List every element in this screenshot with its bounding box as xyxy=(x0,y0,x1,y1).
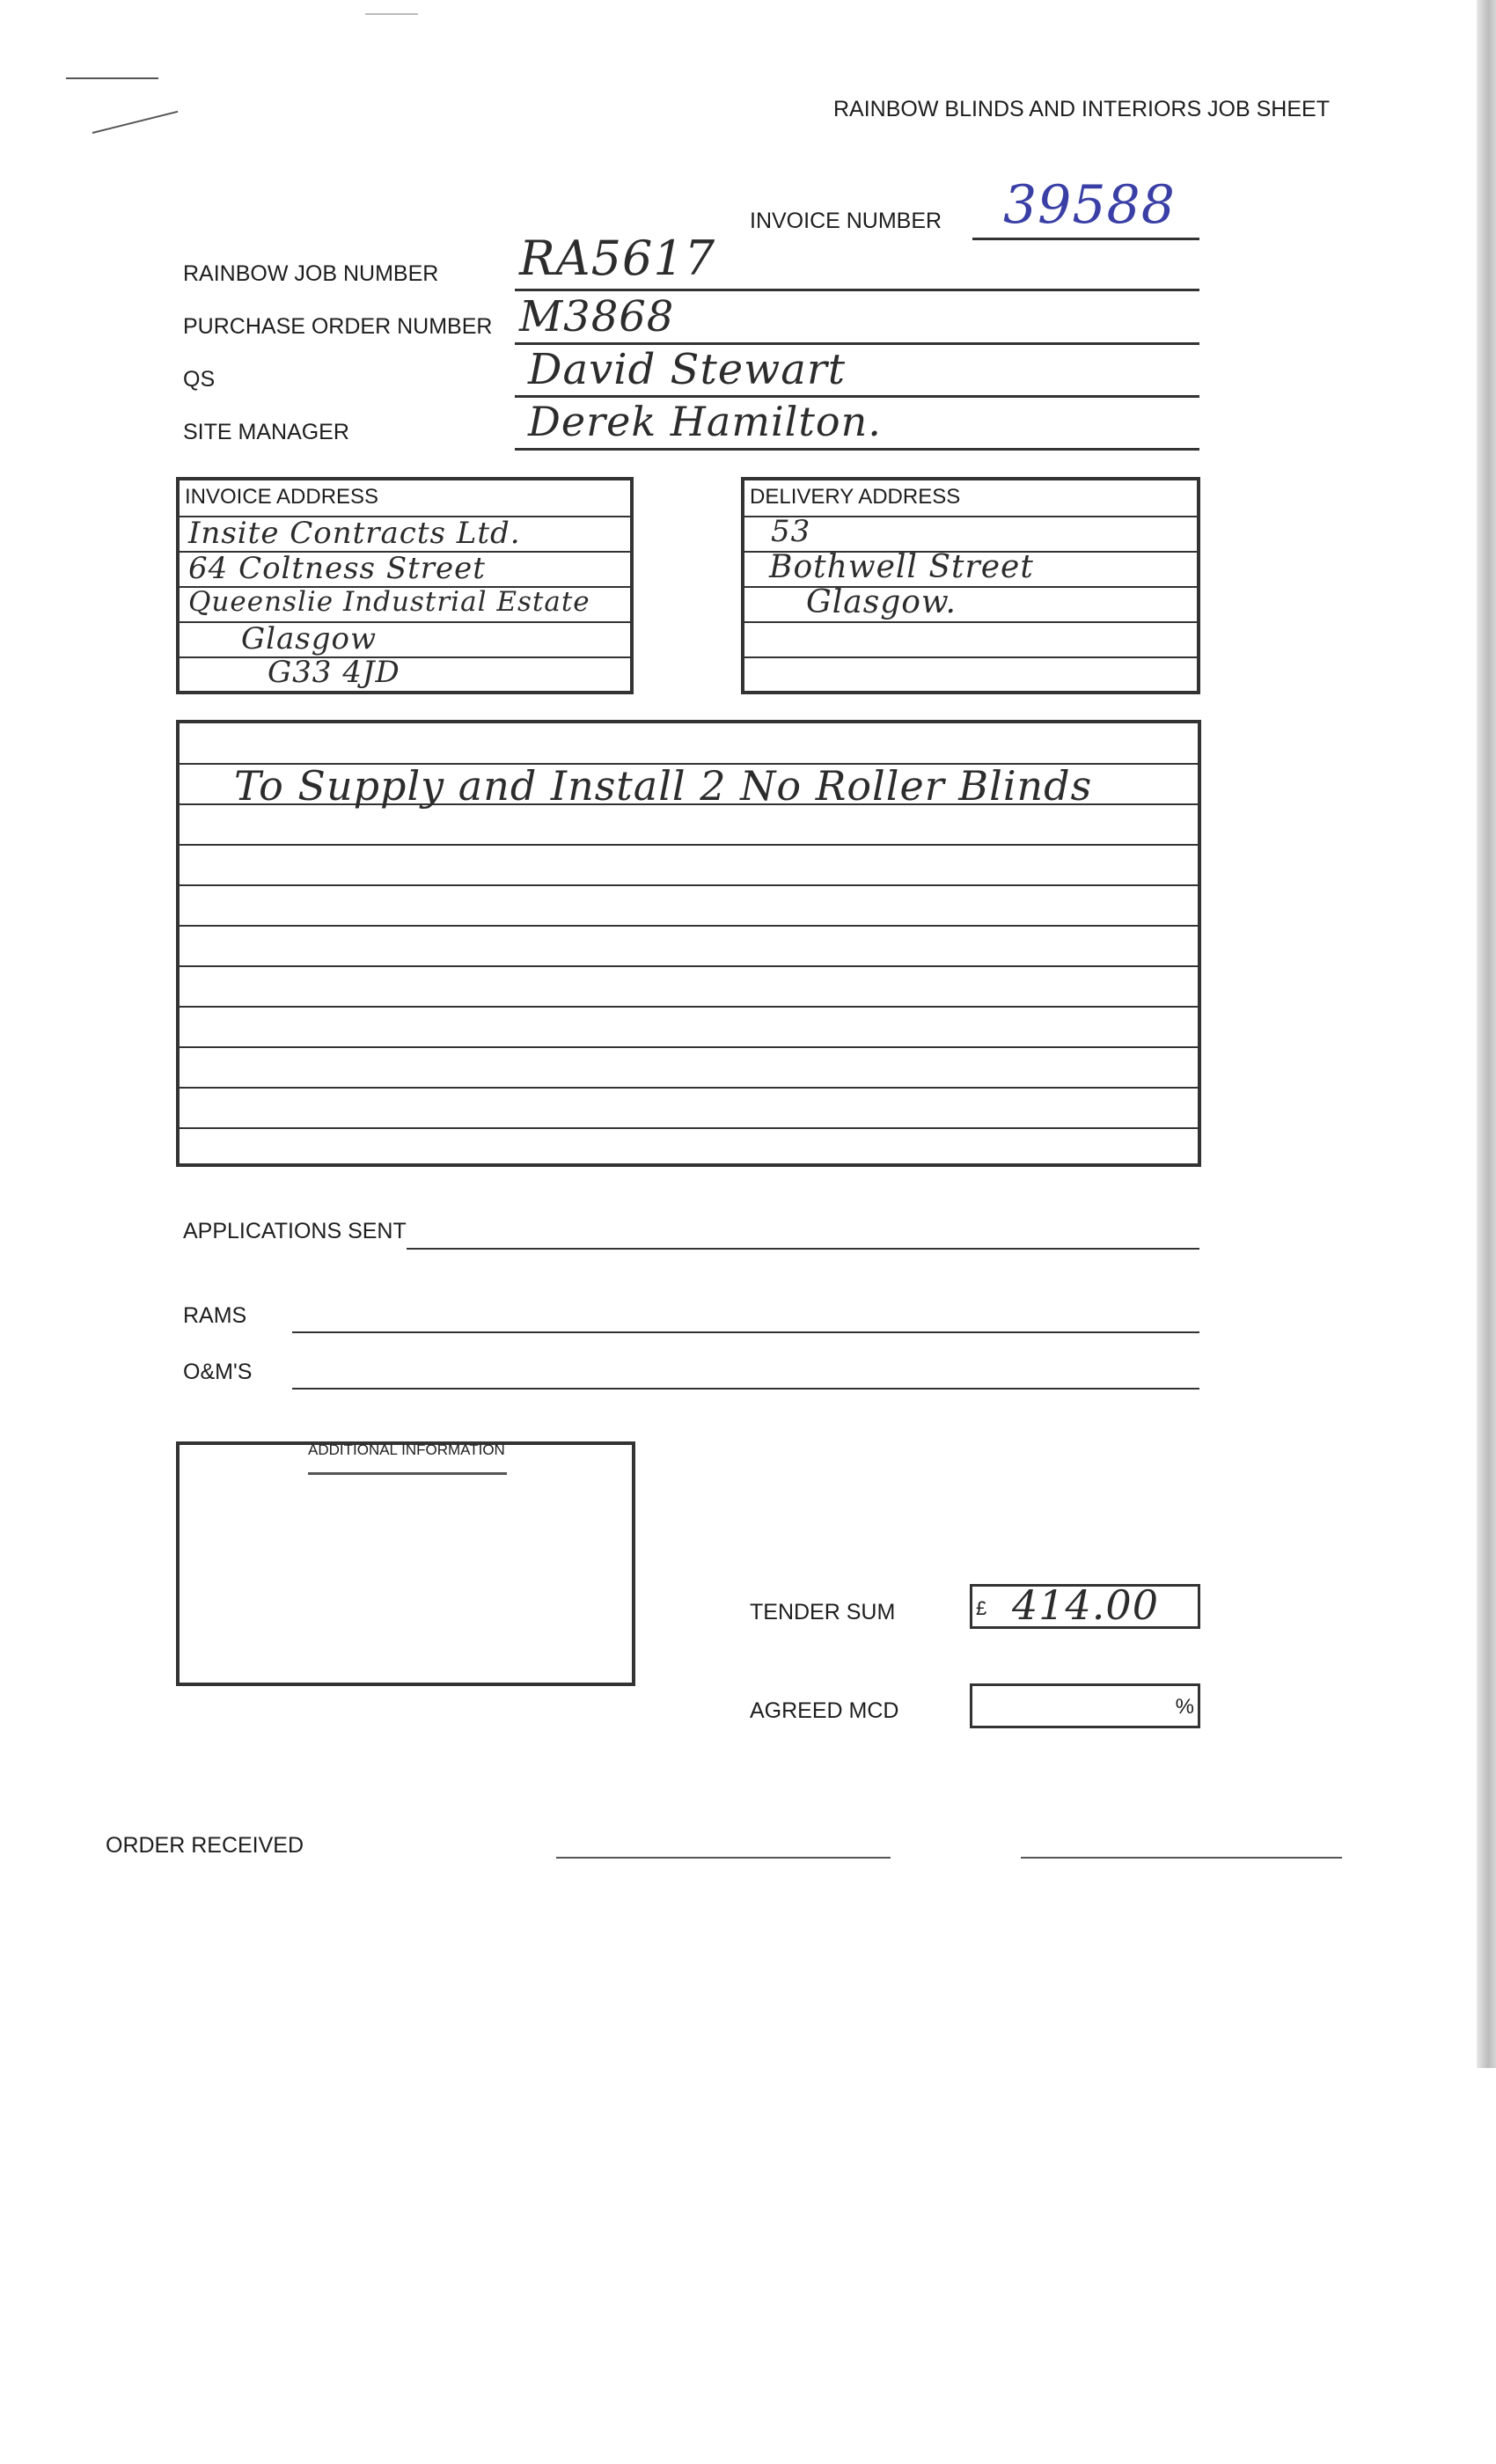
pen-mark xyxy=(66,77,158,79)
delivery-address-line: Bothwell Street xyxy=(769,549,1034,585)
delivery-address-line: Glasgow. xyxy=(806,584,957,620)
tender-sum-value: 414.00 xyxy=(1012,1581,1159,1629)
additional-information-box xyxy=(176,1441,635,1686)
invoice-number-line xyxy=(972,238,1199,240)
job-number-label: RAINBOW JOB NUMBER xyxy=(183,261,439,286)
po-number-value: M3868 xyxy=(519,292,675,341)
oms-line xyxy=(292,1388,1199,1390)
page-title: RAINBOW BLINDS AND INTERIORS JOB SHEET xyxy=(833,97,1330,121)
pen-mark xyxy=(365,13,418,15)
invoice-address-line: Queenslie Industrial Estate xyxy=(188,586,590,618)
tender-sum-label: TENDER SUM xyxy=(750,1600,896,1624)
site-manager-label: SITE MANAGER xyxy=(183,420,349,444)
job-description-line: To Supply and Install 2 No Roller Blinds xyxy=(234,762,1093,810)
invoice-address-label: INVOICE ADDRESS xyxy=(185,485,379,509)
order-received-line-2 xyxy=(1021,1857,1342,1859)
agreed-mcd-box xyxy=(970,1683,1200,1728)
invoice-number-label: INVOICE NUMBER xyxy=(750,209,942,233)
qs-label: QS xyxy=(183,367,216,392)
scan-edge-shadow xyxy=(1477,0,1496,2068)
job-number-line xyxy=(515,289,1199,291)
additional-information-underline xyxy=(308,1472,507,1475)
pen-mark xyxy=(92,111,179,134)
agreed-mcd-label: AGREED MCD xyxy=(750,1698,899,1723)
invoice-address-line: Glasgow xyxy=(241,621,378,656)
job-description-box xyxy=(176,720,1201,1167)
delivery-address-label: DELIVERY ADDRESS xyxy=(750,485,961,509)
tender-sum-currency: £ xyxy=(976,1597,987,1619)
site-manager-line xyxy=(515,448,1199,451)
rams-line xyxy=(292,1331,1199,1333)
delivery-address-box xyxy=(741,477,1200,694)
po-number-label: PURCHASE ORDER NUMBER xyxy=(183,314,493,339)
invoice-address-line: Insite Contracts Ltd. xyxy=(188,516,521,551)
invoice-number-value: 39588 xyxy=(1003,174,1176,236)
delivery-address-line: 53 xyxy=(771,514,811,549)
agreed-mcd-unit: % xyxy=(1175,1695,1194,1719)
order-received-label: ORDER RECEIVED xyxy=(106,1833,304,1858)
rams-label: RAMS xyxy=(183,1303,247,1328)
invoice-address-box xyxy=(176,477,634,694)
qs-value: David Stewart xyxy=(528,345,847,394)
job-number-value: RA5617 xyxy=(519,231,716,286)
additional-information-label: ADDITIONAL INFORMATION xyxy=(308,1441,505,1458)
site-manager-value: Derek Hamilton. xyxy=(528,398,882,445)
invoice-address-line: G33 4JD xyxy=(268,655,400,690)
oms-label: O&M'S xyxy=(183,1360,253,1384)
applications-sent-line xyxy=(407,1248,1199,1250)
invoice-address-line: 64 Coltness Street xyxy=(188,551,486,586)
applications-sent-label: APPLICATIONS SENT xyxy=(183,1219,407,1243)
tender-sum-box xyxy=(970,1581,1200,1629)
order-received-line-1 xyxy=(556,1857,891,1859)
